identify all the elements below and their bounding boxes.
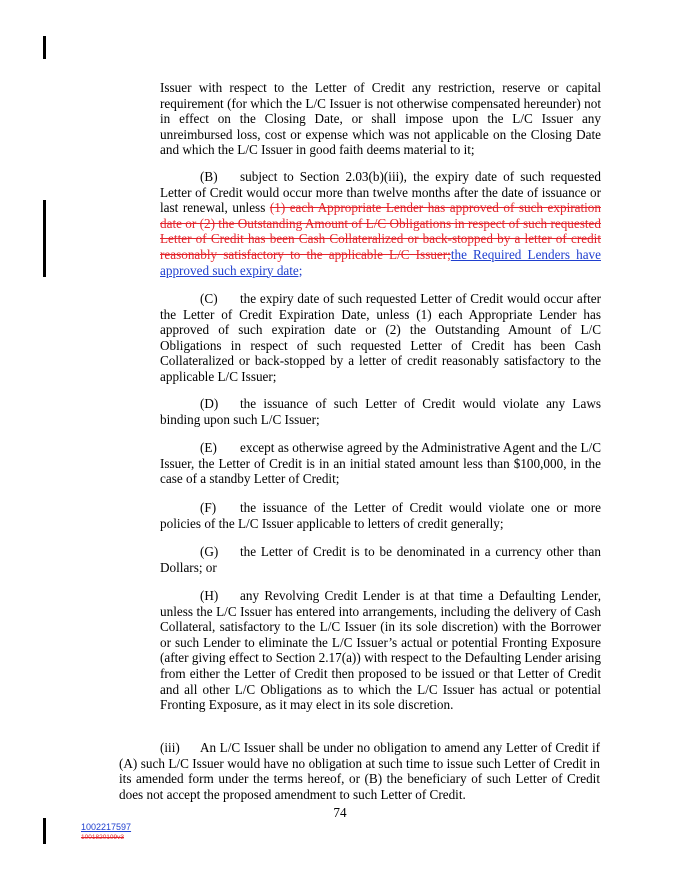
- change-bar-bottom: [43, 818, 46, 844]
- paragraph-g: [160, 544, 601, 575]
- page-number: 74: [333, 805, 347, 820]
- paragraph-h: [160, 588, 601, 713]
- paragraph-h-text: any Revolving Credit Lender is at that time a Defaulting Lender, unless the L/C Issuer has entered into arrangements, including the delivery of Cash Collateral, satisfactory to the L/C Issuer (in its sole discretion) with the Borrower or such Lender to eliminate the L/C Issuer’s actual or potential Fronting Exposure (after giving effect to Section 2.17(a)) with respect to the Defaulting Lender arising from either the Letter of Credit then proposed to be issued or that Letter of Credit and all other L/C Obligations as to which the L/C Issuer has actual or potential Fronting Exposure, as it may elect in its sole discretion.: [160, 588, 601, 713]
- document-id: 1002217597: [81, 822, 132, 832]
- paragraph-d: [160, 396, 601, 427]
- paragraph-h-label: (H): [200, 588, 219, 603]
- paragraph-b-deleted: (1) each Appropriate Lender has approved of such expiration date or (2) the Outstanding Amount of L/C Obligations in respect of such requested Letter of Credit has been Cash Collateralized or back-stopped by a letter of credit reasonably satisfactory to the applicable L/C Issuer;: [160, 200, 601, 262]
- document-id-deleted: 1001820109v3: [81, 834, 125, 841]
- paragraph-g-label: (G): [200, 544, 219, 559]
- paragraph-continuation-text: Issuer with respect to the Letter of Credit any restriction, reserve or capital requirement (for which the L/C Issuer is not otherwise compensated hereunder) not in effect on the Closing Date, or shall impose upon the L/C Issuer any unreimbursed loss, cost or expense which was not applicable on the Closing Date and which the L/C Issuer in good faith deems material to it;: [160, 80, 601, 158]
- change-bar-top: [43, 36, 46, 59]
- paragraph-e: [160, 440, 601, 487]
- paragraph-d-text: the issuance of such Letter of Credit would violate any Laws binding upon such L/C Issuer;: [160, 396, 601, 427]
- paragraph-b: [160, 169, 601, 278]
- paragraph-b-label: (B): [200, 169, 218, 184]
- paragraph-g-text: the Letter of Credit is to be denominated in a currency other than Dollars; or: [160, 544, 601, 575]
- change-bar-middle: [43, 200, 46, 277]
- paragraph-iii: [119, 740, 600, 802]
- paragraph-c-text: the expiry date of such requested Letter of Credit would occur after the Letter of Credit Expiration Date, unless (1) each Appropriate Lender has approved of such expiration date or (2) the Outstanding Amount of L/C Obligations in respect of such requested Letter of Credit has been Cash Collateralized or back-stopped by a letter of credit reasonably satisfactory to the applicable L/C Issuer;: [160, 291, 601, 384]
- paragraph-f-text: the issuance of the Letter of Credit would violate one or more policies of the L/C Issuer applicable to letters of credit generally;: [160, 500, 601, 531]
- paragraph-b-text: subject to Section 2.03(b)(iii), the expiry date of such requested Letter of Credit would occur more than twelve months after the date of issuance or last renewal, unless: [160, 169, 601, 216]
- paragraph-iii-text: An L/C Issuer shall be under no obligation to amend any Letter of Credit if (A) such L/C Issuer would have no obligation at such time to issue such Letter of Credit in its amended form under the terms hereof, or (B) the beneficiary of such Letter of Credit does not accept the proposed amendment to such Letter of Credit.: [119, 740, 600, 802]
- paragraph-f: [160, 500, 601, 531]
- paragraph-c-label: (C): [200, 291, 218, 306]
- paragraph-e-text: except as otherwise agreed by the Administrative Agent and the L/C Issuer, the Letter of Credit is in an initial stated amount less than $100,000, in the case of a standby Letter of Credit;: [160, 440, 601, 487]
- paragraph-c: [160, 291, 601, 385]
- paragraph-continuation: [160, 80, 601, 158]
- paragraph-f-label: (F): [200, 500, 217, 515]
- paragraph-e-label: (E): [200, 440, 217, 455]
- paragraph-iii-label: (iii): [160, 740, 180, 755]
- paragraph-b-inserted: the Required Lenders have approved such expiry date;: [160, 246, 601, 278]
- paragraph-d-label: (D): [200, 396, 219, 411]
